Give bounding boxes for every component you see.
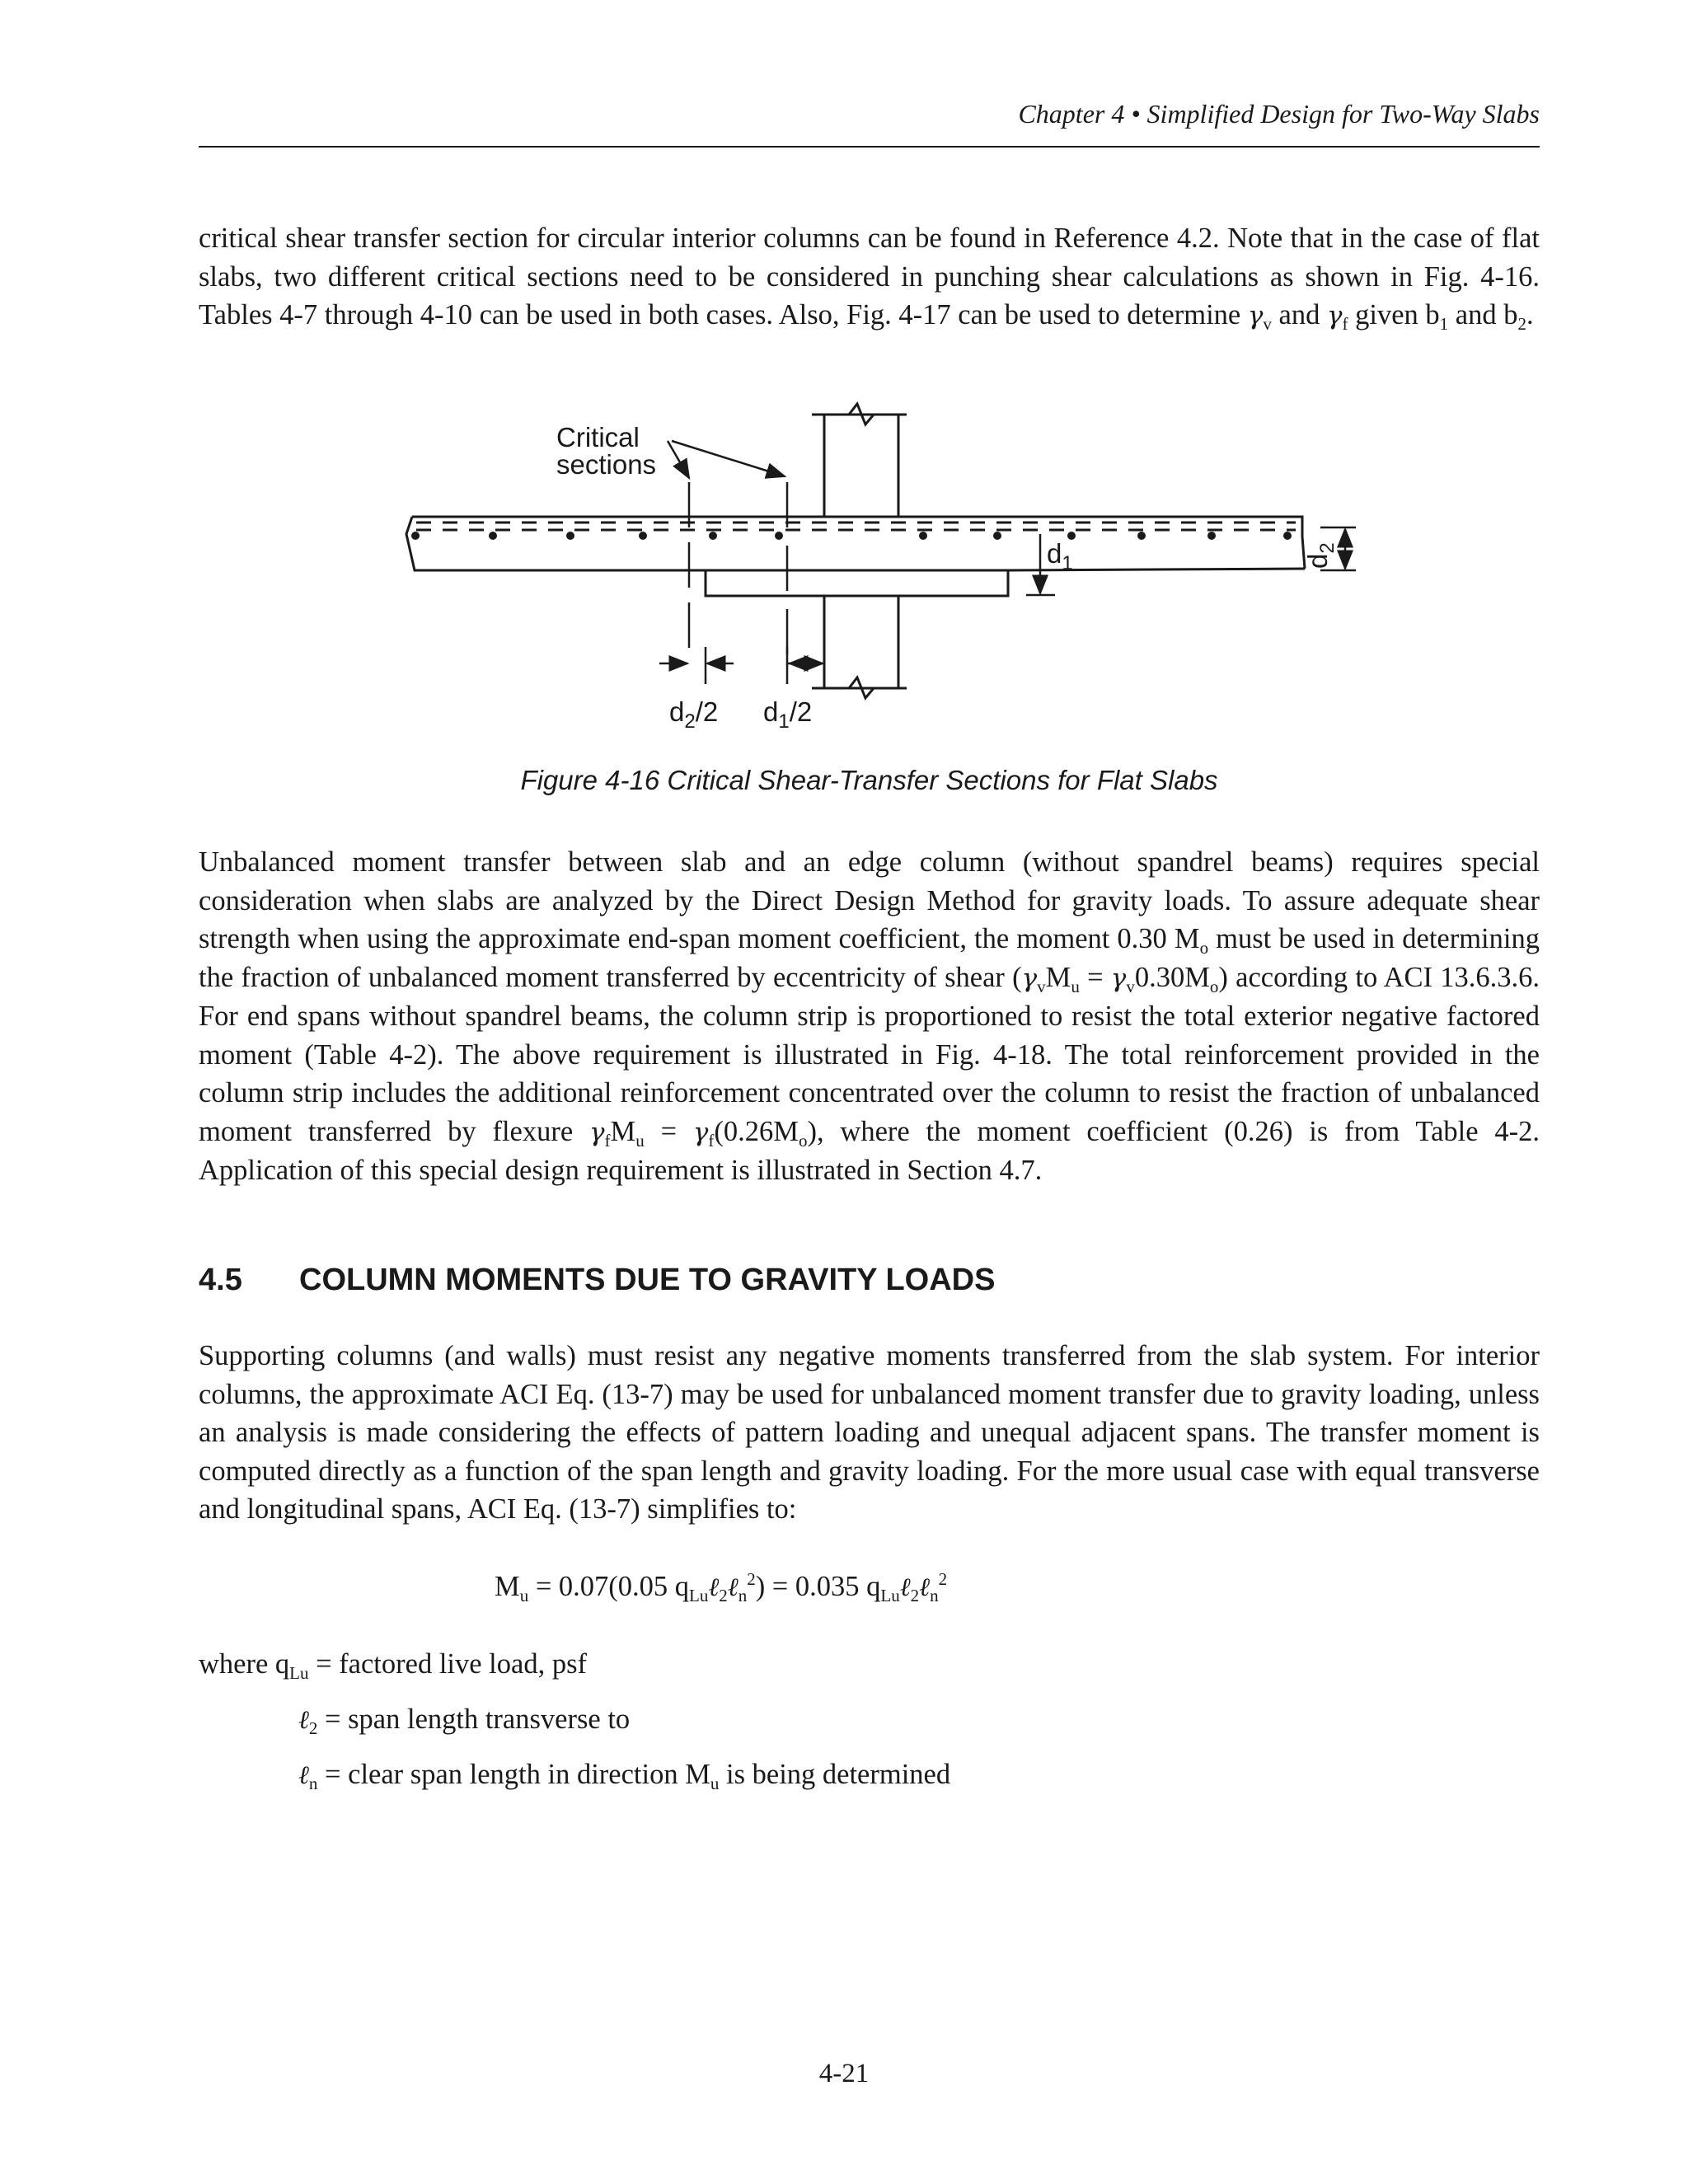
label-d2: $d_2$ [1302,542,1339,569]
equation-mu: $M_u = 0.07(0.05$ $q_{Lu}\ell_2\ell_n^2) = 0.035$ $q_{Lu}\ell_2\ell_n^2$ [495,1569,948,1605]
section-number: 4.5 [199,1263,242,1297]
definition-ln: ℓ$_n$ = clear span length in direction $M_u$ is being determined [298,1759,951,1793]
gamma-symbol: γ [1021,963,1038,993]
gamma-symbol: γ [589,1117,605,1147]
gamma-symbol: γ [1110,963,1127,993]
page-number: 4-21 [818,2059,870,2088]
definition-qlu: where $q_{Lu}$ = factored live load, psf [199,1648,587,1683]
column-bottom [824,596,898,688]
gamma-symbol: γ [692,1117,709,1147]
paragraph-2: Unbalanced moment transfer between slab and an edge column (without spandrel beams) requires special consideration when slabs are analyzed by the Direct Design Method for gravity loads. To assure adequate shear strength when using the approximate end-span moment coefficient, the moment 0.30 $M_o$ must be used in determining the fraction of unbalanced moment transferred by eccentricity of shear $(\gamma_vM_u = \gamma_v0.30M_o)$ according to ACI 13.6.3.6. For end spans without spandrel beams, the column strip is proportioned to resist the total exterior negative factored moment (Table 4-2). The above requirement is illustrated in Fig. 4-18. The total reinforcement provided in the column strip includes the additional reinforcement concentrated over the column to resist the fraction of unbalanced moment transferred by flexure $\gamma_fM_u = \gamma_f(0.26M_o)$, where the moment coefficient (0.26) is from Table 4-2. Application of this special design requirement is illustrated in Section 4.7. [199,846,1540,1186]
paragraph-3: Supporting columns (and walls) must resist any negative moments transferred from the slab system. For interior columns, the approximate ACI Eq. (13-7) may be used for unbalanced moment transfer due to gravity loading, unless an analysis is made considering the effects of pattern loading and unequal adjacent spans. The transfer moment is computed directly as a function of the span length and gravity loading. For the more usual case with equal transverse and longitudinal spans, ACI Eq. (13-7) simplifies to: [199,1340,1540,1525]
label-critical-line1: Critical [556,422,640,452]
label-d1: $d_1$ [1047,538,1073,574]
running-header: Chapter 4 • Simplified Design for Two-Way Slabs [1018,99,1540,129]
figure-critical-sections-diagram [0,0,1688,824]
rebar-dots [411,532,1292,540]
column-top [824,415,898,517]
label-d2-half: $d_2/2$ [669,696,719,733]
slab-outline [406,517,1305,596]
section-title: COLUMN MOMENTS DUE TO GRAVITY LOADS [299,1263,996,1297]
label-critical-line2: sections [556,449,657,480]
definition-l2: ℓ$_2$ = span length transverse to [298,1704,631,1738]
label-d1-half: $d_1/2$ [763,696,813,733]
paragraph-1: critical shear transfer section for circular interior columns can be found in Reference 4.2. Note that in the case of flat slabs, two different critical sections need to be considered in punching shear calculations as shown in Fig. 4-16. Tables 4-7 through 4-10 can be used in both cases. Also, Fig. 4-17 can be used to determine $\gamma_v$ and $\gamma_f$ given $b_1$ and $b_2$. [199,223,1540,334]
figure-caption: Figure 4-16 Critical Shear-Transfer Sections for Flat Slabs [520,765,1218,795]
paragraph-1-text: critical shear transfer section for circular interior columns can be found in Reference 4.2. Note that in the case of flat slabs, two different critical sections need to be considered in punching shear calculations as shown in Fig. 4-16. Tables 4-7 through 4-10 can be used in both cases. Also, Fig. 4-17 can be used to determine [199,223,1540,330]
gamma-symbol: γ [1326,301,1343,330]
section-heading [199,1263,995,1298]
gamma-symbol: γ [1247,301,1264,330]
